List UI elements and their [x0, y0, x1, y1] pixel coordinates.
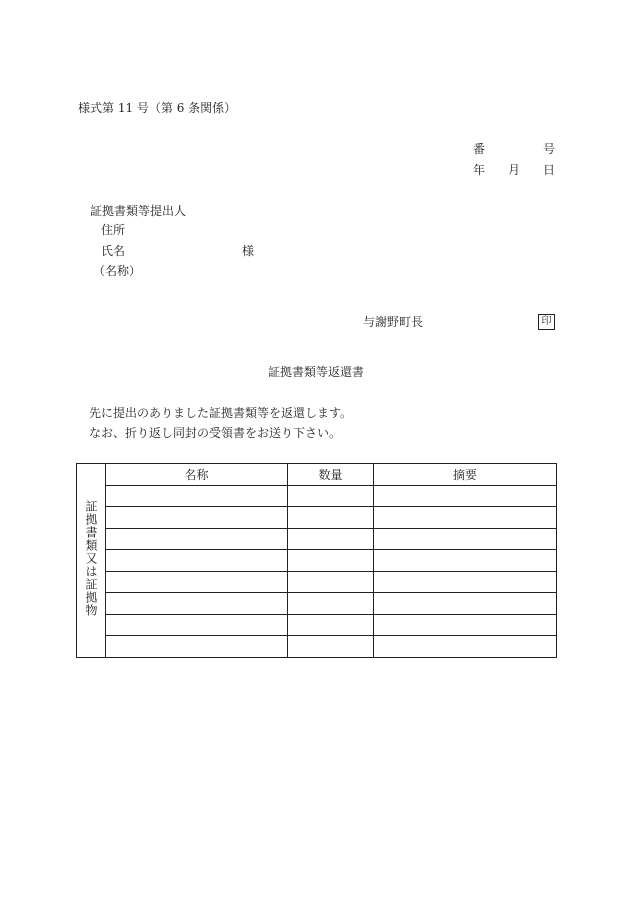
evidence-table [76, 463, 557, 658]
name-cell[interactable] [106, 528, 288, 550]
quantity-cell[interactable] [288, 550, 374, 572]
name-cell[interactable] [106, 636, 288, 658]
side-label: 証拠書類又は証拠物 [84, 500, 98, 618]
form-number: 様式第 11 号（第 6 条関係） [78, 101, 237, 115]
date-month-label: 月 [508, 163, 521, 177]
recipient-heading: 証拠書類等提出人 [90, 204, 187, 218]
table-row [77, 507, 557, 529]
summary-cell[interactable] [374, 507, 557, 529]
quantity-cell[interactable] [288, 485, 374, 507]
summary-cell[interactable] [374, 593, 557, 615]
seal-stamp: 印 [538, 314, 555, 330]
table-row [77, 593, 557, 615]
number-label-go: 号 [543, 142, 556, 156]
recipient-address-label: 住所 [101, 223, 126, 237]
table-header-row [77, 464, 557, 486]
quantity-cell[interactable] [288, 571, 374, 593]
body-line-1: 先に提出のありました証拠書類等を返還します。 [89, 406, 353, 420]
name-cell[interactable] [106, 614, 288, 636]
column-header-name: 名称 [106, 464, 288, 486]
side-label-cell [77, 464, 106, 658]
recipient-honorific: 様 [242, 244, 255, 258]
name-cell[interactable] [106, 507, 288, 529]
body-line-2: なお、折り返し同封の受領書をお送り下さい。 [89, 426, 342, 440]
quantity-cell[interactable] [288, 614, 374, 636]
column-header-quantity: 数量 [288, 464, 374, 486]
table-row [77, 550, 557, 572]
summary-cell[interactable] [374, 485, 557, 507]
name-cell[interactable] [106, 593, 288, 615]
date-day-label: 日 [543, 163, 556, 177]
table-row [77, 636, 557, 658]
table-row [77, 485, 557, 507]
table-row [77, 614, 557, 636]
quantity-cell[interactable] [288, 593, 374, 615]
column-header-summary: 摘要 [374, 464, 557, 486]
summary-cell[interactable] [374, 528, 557, 550]
quantity-cell[interactable] [288, 507, 374, 529]
summary-cell[interactable] [374, 571, 557, 593]
summary-cell[interactable] [374, 614, 557, 636]
table-row [77, 528, 557, 550]
document-title: 証拠書類等返還書 [268, 365, 365, 379]
summary-cell[interactable] [374, 636, 557, 658]
date-year-label: 年 [473, 163, 486, 177]
quantity-cell[interactable] [288, 528, 374, 550]
table-row [77, 571, 557, 593]
name-cell[interactable] [106, 550, 288, 572]
name-cell[interactable] [106, 571, 288, 593]
issuer-title: 与謝野町長 [363, 315, 424, 329]
summary-cell[interactable] [374, 550, 557, 572]
quantity-cell[interactable] [288, 636, 374, 658]
recipient-org-name-label: （名称） [93, 264, 142, 278]
recipient-name-label: 氏名 [101, 244, 126, 258]
number-label-ban: 番 [473, 142, 486, 156]
name-cell[interactable] [106, 485, 288, 507]
